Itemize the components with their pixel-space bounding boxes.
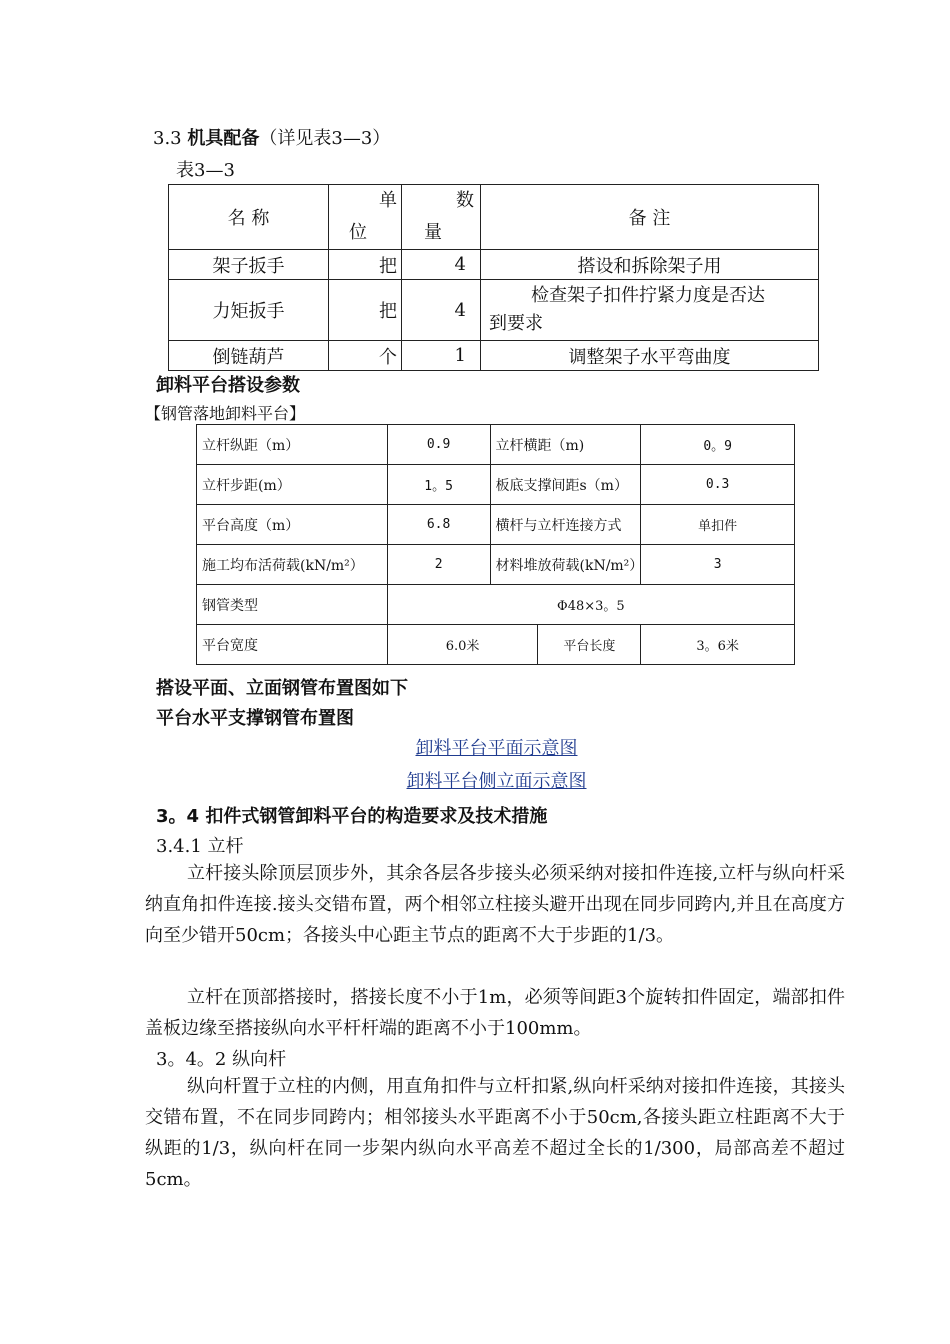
elevation-diagram-link[interactable]: 卸料平台侧立面示意图 — [406, 771, 587, 792]
param-label: 横杆与立杆连接方式 — [490, 505, 641, 545]
param-value: Φ48×3。5 — [387, 585, 794, 625]
platform-heading: 卸料平台搭设参数 — [156, 375, 300, 396]
row-unit: 把 — [329, 250, 402, 280]
row-note-line1: 检查架子扣件拧紧力度是否达 — [531, 285, 765, 306]
param-value: 0。9 — [641, 425, 795, 465]
param-row — [197, 585, 795, 625]
plan-diagram-link[interactable]: 卸料平台平面示意图 — [415, 738, 578, 759]
param-row — [197, 625, 795, 665]
param-row — [197, 545, 795, 585]
param-label: 立杆步距(m） — [197, 465, 388, 505]
param-label: 立杆横距（m) — [490, 425, 641, 465]
row-note: 搭设和拆除架子用 — [481, 250, 819, 280]
header-note: 备 注 — [481, 185, 819, 250]
param-label: 平台宽度 — [197, 625, 388, 665]
paragraph-3-4-2: 纵向杆置于立柱的内侧，用直角扣件与立杆扣紧,纵向杆采纳对接扣件连接，其接头交错布置，不在同步同跨内；相邻接头水平距离不小于50cm,各接头距立柱距离不大于纵距的1/3，纵向杆在同一步架内纵向水平高差不超过全长的1/300，局部高差不超过5cm。 — [145, 1076, 845, 1190]
subsection-3-4-2: 3。4。2 纵向杆 — [156, 1049, 287, 1070]
subsection-3-4-1: 3.4.1 立杆 — [156, 836, 244, 857]
param-label: 施工均布活荷载(kN/m²） — [197, 545, 388, 585]
param-label: 平台长度 — [538, 625, 641, 665]
row-name: 力矩扳手 — [169, 280, 329, 341]
param-label: 板底支撑间距s（m） — [490, 465, 641, 505]
param-value: 2 — [387, 545, 490, 585]
row-unit: 个 — [329, 341, 402, 371]
param-value: 0.9 — [387, 425, 490, 465]
param-row — [197, 425, 795, 465]
paragraph-3-4-1-b: 立杆在顶部搭接时，搭接长度不小于1m，必须等间距3个旋转扣件固定，端部扣件盖板边缘至搭接纵向水平杆杆端的距离不小于100mm。 — [145, 987, 845, 1039]
row-note: 调整架子水平弯曲度 — [481, 341, 819, 371]
paragraph-3-4-1-a: 立杆接头除顶层顶步外，其余各层各步接头必须采纳对接扣件连接,立杆与纵向杆采纳直角扣件连接.接头交错布置，两个相邻立柱接头避开出现在同步同跨内,并且在高度方向至少错开50cm；各接头中心距主节点的距离不大于步距的1/3。 — [145, 863, 845, 946]
param-value: 6.0米 — [387, 625, 538, 665]
support-heading: 平台水平支撑钢管布置图 — [156, 708, 354, 729]
param-value: 6.8 — [387, 505, 490, 545]
param-value: 1。5 — [387, 465, 490, 505]
param-label: 钢管类型 — [197, 585, 388, 625]
param-label: 材料堆放荷载(kN/m²） — [490, 545, 641, 585]
param-row — [197, 505, 795, 545]
row-note-line2: 到要求 — [489, 313, 543, 334]
header-qty-line1: 数 — [456, 190, 474, 211]
elevation-link-row — [0, 767, 950, 793]
table-row — [169, 341, 819, 371]
row-name: 倒链葫芦 — [169, 341, 329, 371]
platform-subheading: 【钢管落地卸料平台】 — [145, 404, 306, 423]
param-label: 平台高度（m） — [197, 505, 388, 545]
row-name: 架子扳手 — [169, 250, 329, 280]
section-3-3-heading — [153, 124, 390, 150]
header-unit-line2: 位 — [349, 222, 367, 243]
param-value: 单扣件 — [641, 505, 795, 545]
header-qty — [402, 185, 481, 250]
header-name: 名 称 — [169, 185, 329, 250]
table-label: 表3—3 — [176, 160, 235, 181]
section-3-4-heading: 3。4 扣件式钢管卸料平台的构造要求及技术措施 — [156, 806, 548, 827]
header-unit — [329, 185, 402, 250]
row-qty: 1 — [402, 341, 481, 371]
row-qty: 4 — [402, 250, 481, 280]
param-row — [197, 465, 795, 505]
param-value: 0.3 — [641, 465, 795, 505]
layout-heading: 搭设平面、立面钢管布置图如下 — [156, 678, 408, 699]
section-note: （详见表3—3） — [259, 128, 391, 149]
section-title: 机具配备 — [187, 128, 260, 149]
table-row — [169, 280, 819, 341]
equipment-table — [168, 184, 819, 371]
row-unit: 把 — [329, 280, 402, 341]
row-qty: 4 — [402, 280, 481, 341]
header-unit-line1: 单 — [379, 190, 397, 211]
table-row — [169, 250, 819, 280]
plan-link-row — [0, 734, 950, 760]
parameter-table — [196, 424, 795, 665]
table-header-row — [169, 185, 819, 250]
section-number: 3.3 — [153, 128, 182, 149]
row-note — [481, 280, 819, 341]
param-value: 3。6米 — [641, 625, 795, 665]
header-qty-line2: 量 — [424, 222, 442, 243]
param-label: 立杆纵距（m） — [197, 425, 388, 465]
param-value: 3 — [641, 545, 795, 585]
